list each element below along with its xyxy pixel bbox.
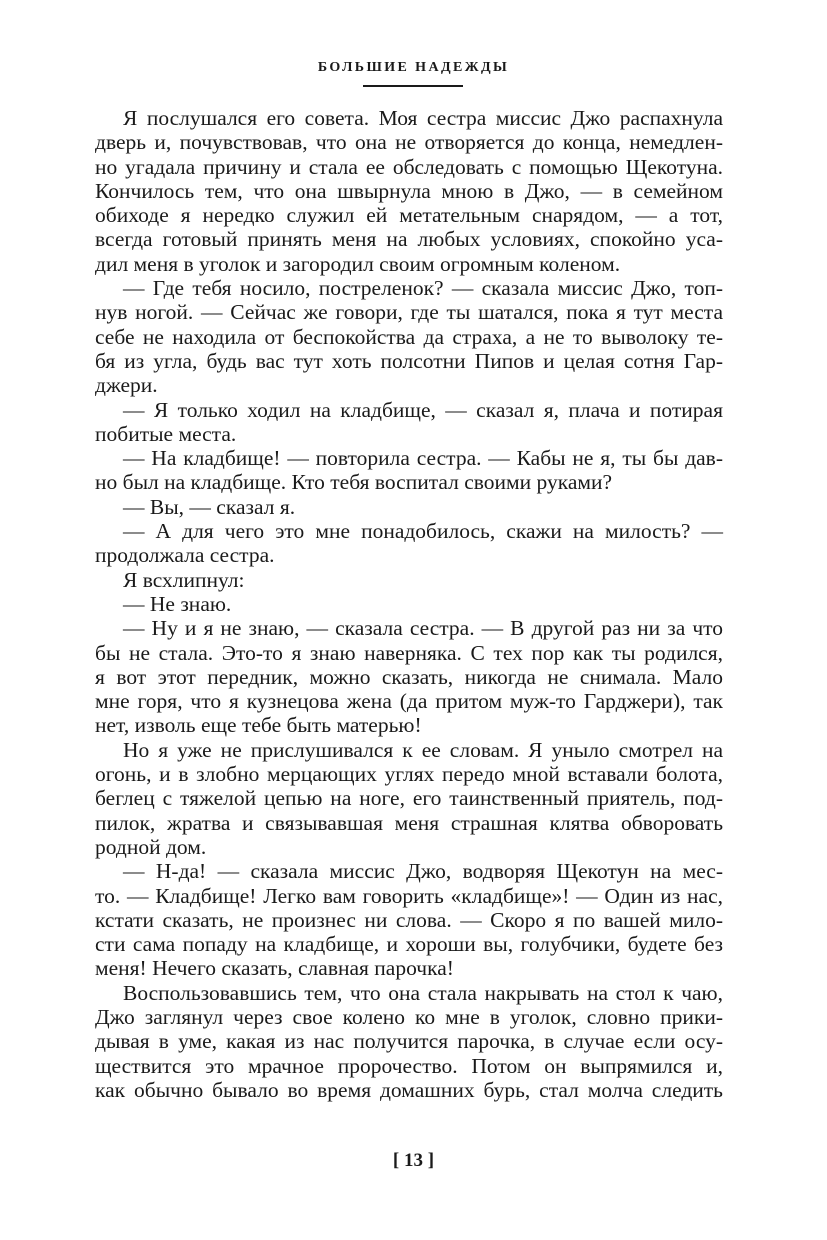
text-line: Но я уже не прислушивался к ее словам. Я уныло смотрел на (123, 737, 723, 762)
text-line: — На кладбище! — повторила сестра. — Кабы не я, ты бы дав- (123, 446, 723, 471)
text-line: — Вы, — сказал я. (123, 494, 296, 519)
text-line: себе не находила от беспокойства да страха, а не то выволоку те- (95, 324, 723, 349)
text-line: Джо заглянул через свое колено ко мне в уголок, словно прики- (95, 1004, 723, 1029)
text-line: — Где тебя носило, постреленок? — сказала миссис Джо, топ- (123, 276, 723, 301)
text-line: меня! Нечего сказать, славная парочка! (95, 956, 454, 981)
text-line: — Не знаю. (123, 591, 232, 616)
text-line: дверь и, почувствовав, что она не отворяется до конца, немедлен- (95, 130, 723, 155)
text-line: дил меня в уголок и загородил своим огромным коленом. (95, 251, 621, 276)
text-line: джери. (95, 373, 158, 398)
text-line: огонь, и в злобно мерцающих углях передо мной вставали болота, (95, 762, 723, 787)
header-rule (363, 85, 463, 87)
text-line: бя из угла, будь вас тут хоть полсотни Пипов и целая сотня Гар- (95, 348, 723, 373)
text-line: пилок, жратва и связывавшая меня страшная клятва обворовать (95, 810, 723, 835)
text-line: Я всхлипнул: (123, 567, 245, 592)
text-line: продолжала сестра. (95, 543, 275, 568)
text-line: нет, изволь еще тебе быть матерью! (95, 713, 422, 738)
text-line: Воспользовавшись тем, что она стала накрывать на стол к чаю, (123, 980, 723, 1005)
text-line: бы не стала. Это-то я знаю наверняка. С тех пор как ты родился, (95, 640, 723, 665)
text-line: ществится это мрачное пророчество. Потом он выпрямился и, (95, 1053, 723, 1078)
text-line: кстати сказать, не произнес ни слова. — Скоро я по вашей мило- (95, 907, 723, 932)
text-line: мне горя, что я кузнецова жена (да притом муж-то Гарджери), так (95, 689, 723, 714)
text-line: я вот этот передник, можно сказать, никогда не снимала. Мало (95, 664, 723, 689)
text-line: — Ну и я не знаю, — сказала сестра. — В другой раз ни за что (123, 616, 723, 641)
text-line: но был на кладбище. Кто тебя воспитал своими руками? (95, 470, 613, 495)
text-line: всегда готовый принять меня на любых условиях, спокойно уса- (95, 227, 723, 252)
text-line: побитые места. (95, 421, 237, 446)
page-number: [ 13 ] (392, 1150, 435, 1171)
text-line: — Я только ходил на кладбище, — сказал я, плача и потирая (123, 397, 723, 422)
text-line: Кончилось тем, что она швырнула мною в Джо, — в семейном (95, 178, 723, 203)
running-head-title: БОЛЬШИЕ НАДЕЖДЫ (317, 60, 510, 75)
text-line: беглец с тяжелой цепью на ноге, его таинственный приятель, под- (95, 786, 723, 811)
body-text (95, 106, 723, 1102)
text-line: — А для чего это мне понадобилось, скажи на милость? — (123, 519, 723, 544)
text-line: родной дом. (95, 834, 207, 859)
text-line: но угадала причину и стала ее обследовать с помощью Щекотуна. (95, 154, 723, 179)
text-line: Я послушался его совета. Моя сестра миссис Джо распахнула (123, 106, 723, 130)
text-line: сти сама попаду на кладбище, и хороши вы, голубчики, будете без (95, 932, 723, 957)
text-line: обиходе я нередко служил ей метательным снарядом, — а тот, (95, 203, 723, 228)
text-line: то. — Кладбище! Легко вам говорить «кладбище»! — Один из нас, (95, 883, 723, 908)
text-line: как обычно бывало во время домашних бурь, стал молча следить (95, 1077, 723, 1102)
text-line: нув ногой. — Сейчас же говори, где ты шатался, пока я тут места (95, 300, 723, 325)
text-line: — Н-да! — сказала миссис Джо, водворяя Щекотун на мес- (123, 859, 723, 884)
text-line: дывая в уме, какая из нас получится парочка, в случае если осу- (95, 1029, 723, 1054)
